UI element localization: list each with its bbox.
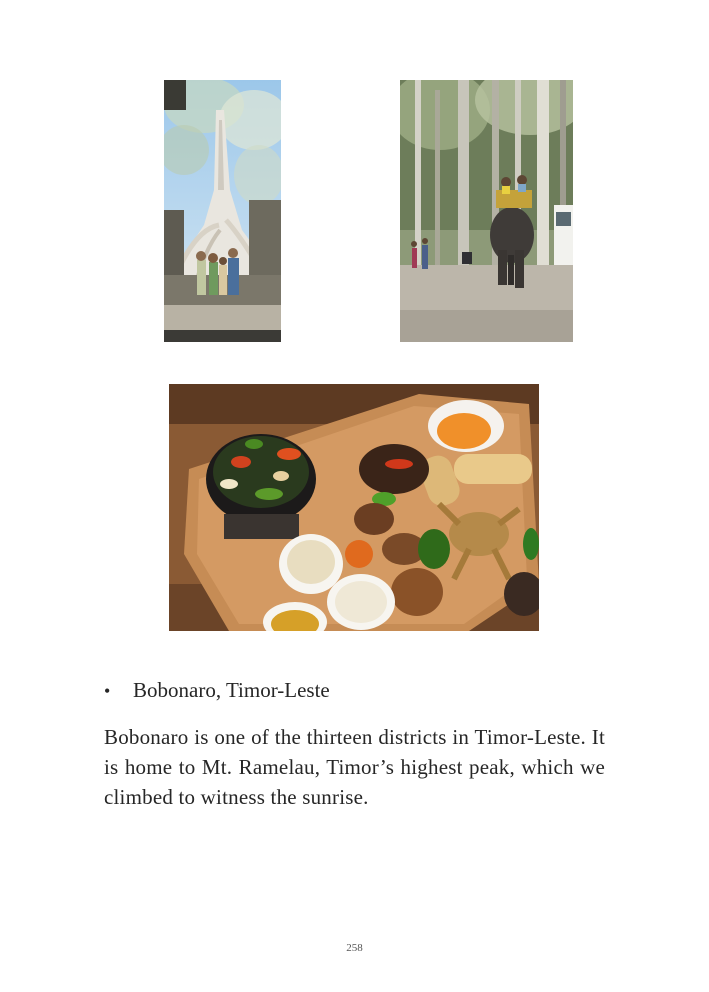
bullet-marker: • <box>104 681 111 701</box>
photo-tree-roots-temple <box>164 80 281 342</box>
section-paragraph: Bobonaro is one of the thirteen districts in Timor-Leste. It is home to Mt. Ramelau, Timor’s highest peak, which we climbed to witness the sunrise. <box>104 725 605 809</box>
photo-food-platter <box>169 384 539 631</box>
section-heading-text: Bobonaro, Timor-Leste <box>133 678 330 702</box>
page-number: 258 <box>346 942 363 954</box>
section-heading <box>104 676 330 705</box>
photo-elephant-forest <box>400 80 573 342</box>
